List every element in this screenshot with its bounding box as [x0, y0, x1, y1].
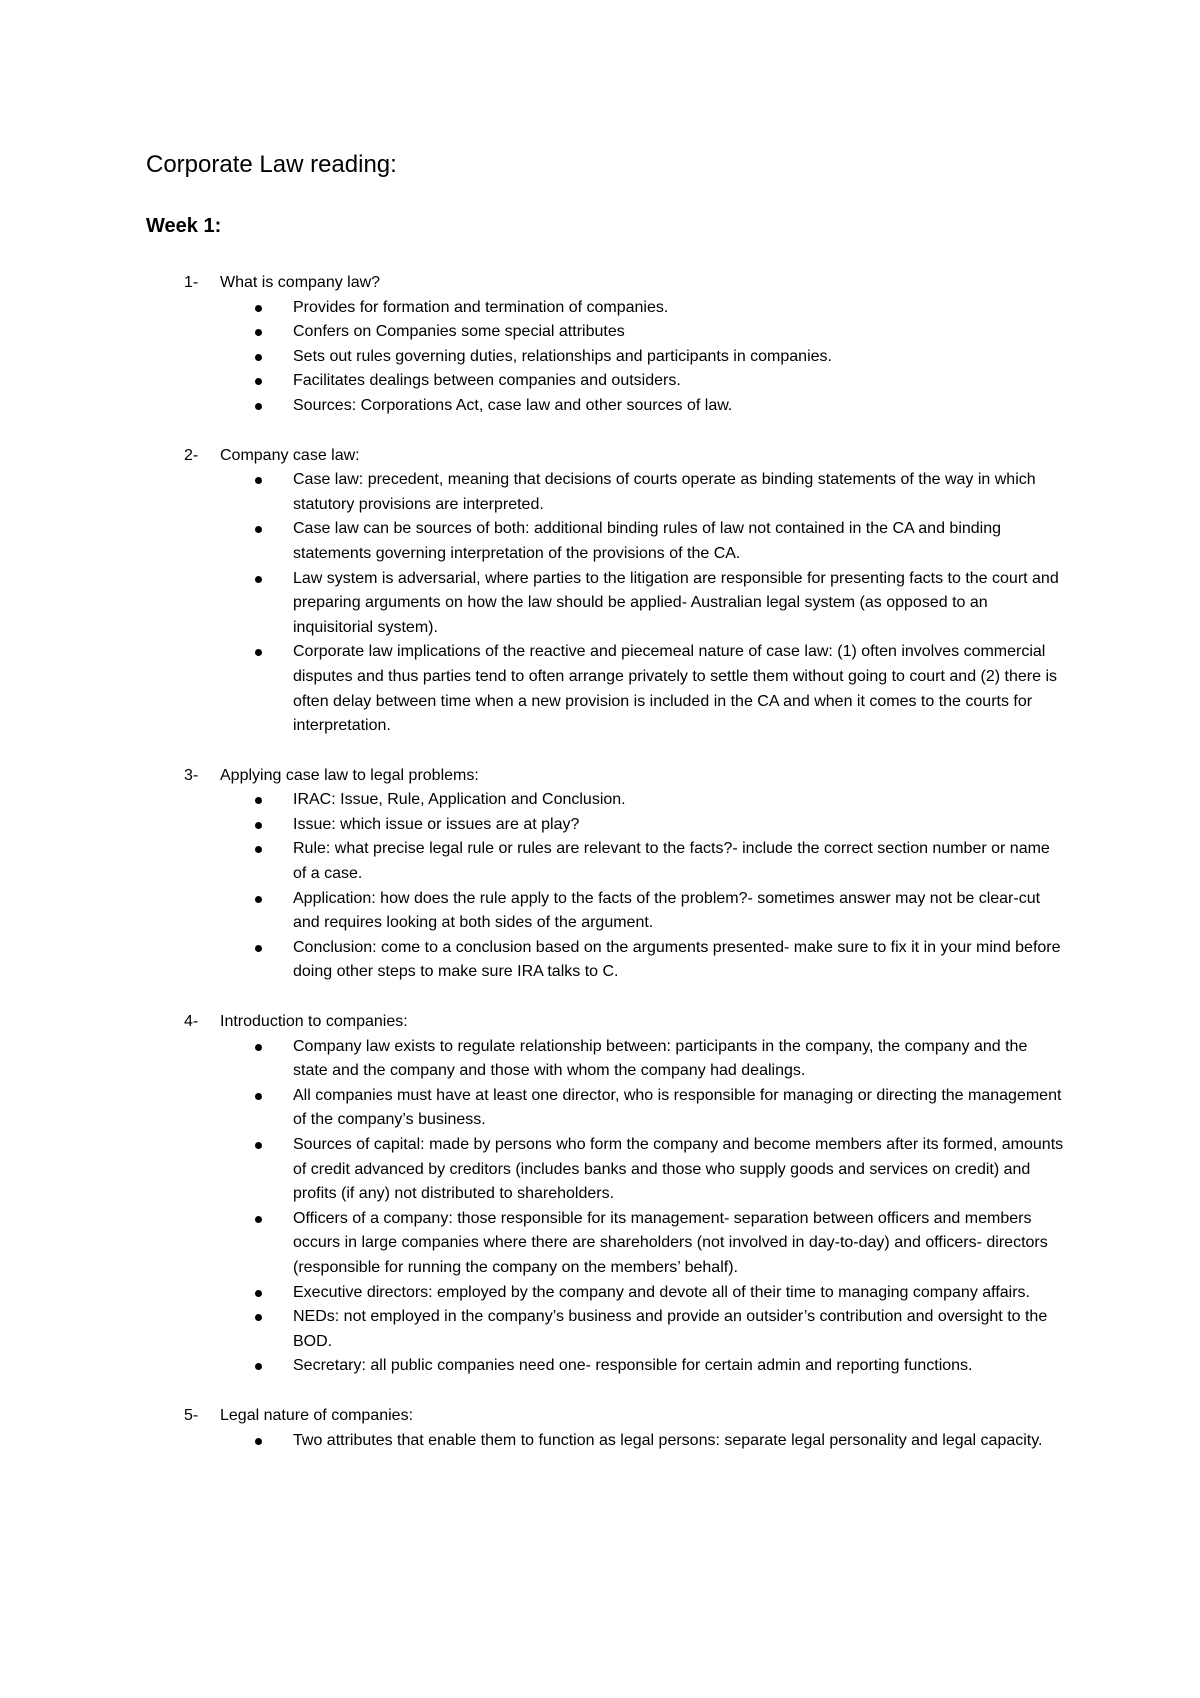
- bullet-text: Secretary: all public companies need one- responsible for certain admin and reporting functions.: [293, 1357, 973, 1375]
- section-number: 5-: [184, 1406, 199, 1424]
- list-item: [0, 394, 1200, 419]
- bullet-text: IRAC: Issue, Rule, Application and Conclusion.: [293, 791, 626, 809]
- list-item: [0, 320, 1200, 345]
- bullet-text: Conclusion: come to a conclusion based on the arguments presented- make sure to fix it in your mind before doing other steps to make sure IRA talks to C.: [293, 938, 1061, 981]
- bullet-list: [0, 1429, 1200, 1454]
- section-heading: [0, 444, 1200, 469]
- bullet-dot-icon: [255, 329, 262, 336]
- bullet-dot-icon: [255, 403, 262, 410]
- list-item: [0, 468, 1200, 517]
- section-4: [0, 1010, 1200, 1379]
- section-2: [0, 444, 1200, 739]
- bullet-text: Case law can be sources of both: additional binding rules of law not contained in the CA and binding statements governing interpretation of the provisions of the CA.: [293, 520, 1002, 562]
- section-heading: [0, 1010, 1200, 1035]
- bullet-dot-icon: [255, 1314, 262, 1321]
- bullet-text: Law system is adversarial, where parties to the litigation are responsible for presenting facts to the court and preparing arguments on how the law should be applied- Australian legal system (as opposed to an inquisitorial system).: [293, 569, 1059, 636]
- section-3: [0, 764, 1200, 985]
- bullet-dot-icon: [255, 896, 262, 903]
- sections-list: [0, 271, 1200, 1478]
- bullet-text: Sets out rules governing duties, relationships and participants in companies.: [293, 347, 832, 365]
- list-item: [0, 813, 1200, 838]
- bullet-dot-icon: [255, 797, 262, 804]
- list-item: [0, 1207, 1200, 1281]
- bullet-list: [0, 296, 1200, 419]
- list-item: [0, 1281, 1200, 1306]
- bullet-dot-icon: [255, 1216, 262, 1223]
- bullet-text: Application: how does the rule apply to the facts of the problem?- sometimes answer may not be clear-cut and requires looking at both sides of the argument.: [293, 889, 1041, 932]
- bullet-dot-icon: [255, 1438, 262, 1445]
- list-item: [0, 567, 1200, 641]
- bullet-dot-icon: [255, 477, 262, 484]
- section-heading-text: Introduction to companies:: [220, 1013, 408, 1031]
- list-item: [0, 887, 1200, 936]
- bullet-text: Provides for formation and termination of companies.: [293, 298, 669, 316]
- bullet-dot-icon: [255, 649, 262, 656]
- section-number: 3-: [184, 766, 199, 784]
- list-item: [0, 296, 1200, 321]
- bullet-list: [0, 468, 1200, 739]
- bullet-text: Company law exists to regulate relationship between: participants in the company, the company and the state and the company and those with whom the company had dealings.: [293, 1037, 1028, 1080]
- section-1: [0, 271, 1200, 419]
- list-item: [0, 369, 1200, 394]
- bullet-text: Corporate law implications of the reactive and piecemeal nature of case law: (1) often involves commercial disputes and thus parties tend to often arrange privately to settle them without going to court and (2) there is often delay between time when a new provision is included in the CA and when it comes to the courts for interpretation.: [293, 643, 1057, 735]
- section-number: 4-: [184, 1013, 199, 1031]
- section-number: 2-: [184, 446, 199, 464]
- list-item: [0, 1035, 1200, 1084]
- section-heading-text: Applying case law to legal problems:: [220, 766, 479, 784]
- bullet-dot-icon: [255, 846, 262, 853]
- list-item: [0, 1305, 1200, 1354]
- list-item: [0, 345, 1200, 370]
- bullet-text: Facilitates dealings between companies and outsiders.: [293, 372, 681, 390]
- list-item: [0, 788, 1200, 813]
- section-heading: [0, 271, 1200, 296]
- bullet-text: Case law: precedent, meaning that decisions of courts operate as binding statements of the way in which statutory provisions are interpreted.: [293, 471, 1036, 513]
- bullet-dot-icon: [255, 576, 262, 583]
- section-heading-text: What is company law?: [220, 274, 381, 291]
- bullet-dot-icon: [255, 945, 262, 952]
- bullet-dot-icon: [255, 1290, 262, 1297]
- list-item: [0, 640, 1200, 738]
- list-item: [0, 1084, 1200, 1133]
- bullet-text: Sources: Corporations Act, case law and other sources of law.: [293, 396, 733, 414]
- bullet-dot-icon: [255, 1093, 262, 1100]
- bullet-dot-icon: [255, 1142, 262, 1149]
- bullet-dot-icon: [255, 305, 262, 312]
- bullet-text: Sources of capital: made by persons who form the company and become members after its formed, amounts of credit advanced by creditors (includes banks and those who supply goods and services on credit) and profits (if any) not distributed to shareholders.: [293, 1136, 1064, 1203]
- bullet-dot-icon: [255, 526, 262, 533]
- bullet-dot-icon: [255, 1044, 262, 1051]
- bullet-list: [0, 1035, 1200, 1379]
- bullet-text: Two attributes that enable them to function as legal persons: separate legal personality and legal capacity.: [293, 1431, 1043, 1449]
- section-heading-text: Legal nature of companies:: [220, 1406, 414, 1424]
- bullet-dot-icon: [255, 378, 262, 385]
- bullet-dot-icon: [255, 354, 262, 361]
- list-item: [0, 1133, 1200, 1207]
- list-item: [0, 1429, 1200, 1454]
- list-item: [0, 936, 1200, 985]
- bullet-text: Executive directors: employed by the company and devote all of their time to managing company affairs.: [293, 1283, 1030, 1301]
- section-heading: [0, 1404, 1200, 1429]
- bullet-dot-icon: [255, 822, 262, 829]
- section-number: 1-: [184, 274, 199, 291]
- bullet-text: Confers on Companies some special attributes: [293, 323, 625, 341]
- bullet-text: Officers of a company: those responsible for its management- separation between officers and members occurs in large companies where there are shareholders (not involved in day-to-day) and officers- directors (responsible for running the company on the members’ behalf).: [293, 1209, 1048, 1276]
- page-title: Corporate Law reading:: [146, 151, 397, 178]
- bullet-text: NEDs: not employed in the company’s business and provide an outsider’s contribution and oversight to the BOD.: [293, 1308, 1048, 1350]
- bullet-list: [0, 788, 1200, 985]
- section-heading: [0, 764, 1200, 789]
- bullet-dot-icon: [255, 1363, 262, 1370]
- section-5: [0, 1404, 1200, 1453]
- section-heading-text: Company case law:: [220, 446, 360, 464]
- list-item: [0, 517, 1200, 566]
- bullet-text: Rule: what precise legal rule or rules are relevant to the facts?- include the correct section number or name of a case.: [293, 840, 1050, 883]
- list-item: [0, 837, 1200, 886]
- week-heading: Week 1:: [146, 215, 222, 237]
- list-item: [0, 1354, 1200, 1379]
- bullet-text: All companies must have at least one director, who is responsible for managing or directing the management of the company’s business.: [293, 1086, 1062, 1129]
- bullet-text: Issue: which issue or issues are at play?: [293, 815, 580, 833]
